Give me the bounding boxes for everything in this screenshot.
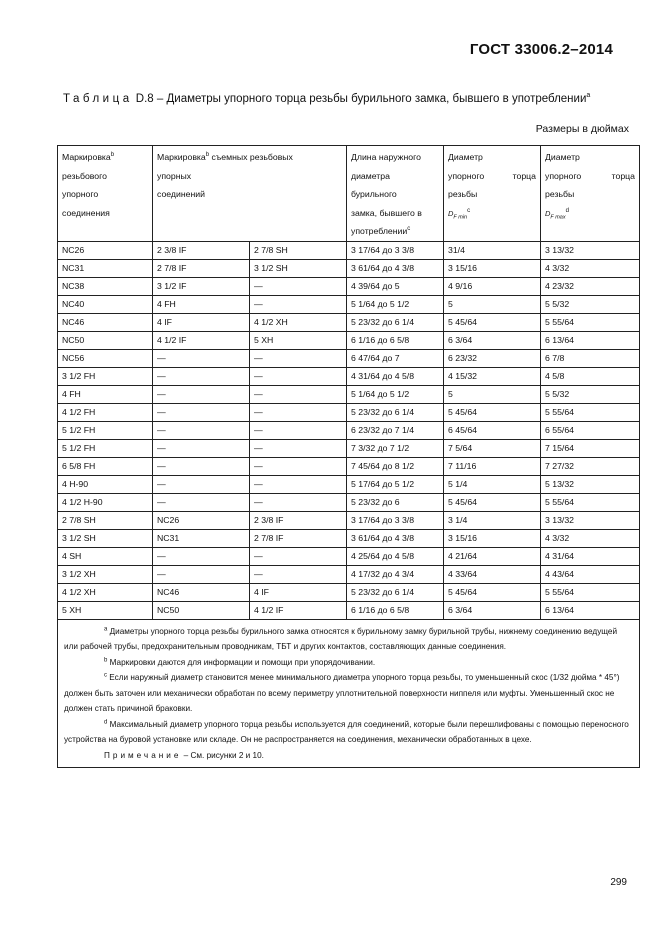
cell-df-max: 6 13/64	[541, 601, 640, 619]
cell-sub-2: —	[250, 367, 347, 385]
footnotes	[58, 619, 640, 768]
table-row	[58, 529, 640, 547]
cell-connection: 4 1/2 XH	[58, 583, 153, 601]
cell-sub-1: —	[153, 457, 250, 475]
cell-connection: 5 XH	[58, 601, 153, 619]
cell-sub-1: 4 1/2 IF	[153, 331, 250, 349]
cell-sub-1: —	[153, 475, 250, 493]
table-row	[58, 241, 640, 259]
header-connection-marking: Маркировка$^b$ резьбового упорного соединения	[58, 146, 153, 242]
footnote-b: $^b$ Маркировки даются для информации и помощи при упорядочивании.	[104, 657, 376, 667]
cell-df-max: 3 13/32	[541, 511, 640, 529]
notes-row	[58, 619, 640, 768]
header-subs-marking: Маркировка$^b$ съемных резьбовых упорных соединений	[153, 146, 347, 242]
cell-df-max: 6 55/64	[541, 421, 640, 439]
cell-sub-2: —	[250, 547, 347, 565]
cell-od-length: 3 61/64 до 4 3/8	[347, 259, 444, 277]
table-row	[58, 403, 640, 421]
cell-sub-2: —	[250, 295, 347, 313]
cell-connection: NC31	[58, 259, 153, 277]
cell-od-length: 3 61/64 до 4 3/8	[347, 529, 444, 547]
footnote-c: $^c$ Если наружный диаметр становится менее минимального диаметра упорного торца резьбы, то уменьшенный скос (1/32 дюйма * 45°) должен быть заточен или механически обработан по всему периметру уплотнительной поверхности ниппеля или муфты. Уменьшенный скос не должен стать причиной браковки.	[64, 672, 620, 714]
table-body	[58, 241, 640, 619]
cell-sub-1: NC46	[153, 583, 250, 601]
caption-footnote-mark: a	[586, 92, 591, 100]
cell-od-length: 6 1/16 до 6 5/8	[347, 601, 444, 619]
cell-df-min: 6 23/32	[444, 349, 541, 367]
header-df-max: Диаметр упорного торца резьбы $D_{F max}^d$	[541, 146, 640, 242]
table-row	[58, 475, 640, 493]
cell-df-min: 4 9/16	[444, 277, 541, 295]
footnote-d: $^d$ Максимальный диаметр упорного торца резьбы используется для соединений, которые были перешлифованы с помощью переносного устройства на буровой установке или складе. Он не распространяется на соединения, механически обработанных в цехе.	[64, 719, 629, 745]
cell-connection: NC50	[58, 331, 153, 349]
standard-number: ГОСТ 33006.2–2014	[469, 41, 613, 58]
table-note: Примечание – См. рисунки 2 и 10.	[104, 750, 264, 760]
cell-df-min: 6 45/64	[444, 421, 541, 439]
cell-od-length: 5 1/64 до 5 1/2	[347, 295, 444, 313]
cell-df-min: 3 15/16	[444, 259, 541, 277]
cell-sub-1: —	[153, 493, 250, 511]
cell-sub-1: 2 7/8 IF	[153, 259, 250, 277]
table-row	[58, 511, 640, 529]
table-row	[58, 493, 640, 511]
cell-df-max: 4 3/32	[541, 529, 640, 547]
cell-sub-2: 3 1/2 SH	[250, 259, 347, 277]
table-row	[58, 313, 640, 331]
cell-df-max: 5 55/64	[541, 493, 640, 511]
cell-od-length: 5 17/64 до 5 1/2	[347, 475, 444, 493]
cell-df-max: 4 31/64	[541, 547, 640, 565]
cell-df-min: 4 21/64	[444, 547, 541, 565]
cell-df-min: 5 45/64	[444, 493, 541, 511]
cell-sub-2: 4 1/2 IF	[250, 601, 347, 619]
cell-sub-2: 2 7/8 SH	[250, 241, 347, 259]
cell-connection: 2 7/8 SH	[58, 511, 153, 529]
cell-df-max: 3 13/32	[541, 241, 640, 259]
cell-od-length: 5 23/32 до 6	[347, 493, 444, 511]
cell-connection: 3 1/2 FH	[58, 367, 153, 385]
table-row	[58, 349, 640, 367]
cell-sub-1: —	[153, 565, 250, 583]
cell-df-max: 6 7/8	[541, 349, 640, 367]
cell-df-max: 4 5/8	[541, 367, 640, 385]
cell-df-max: 7 15/64	[541, 439, 640, 457]
cell-od-length: 5 1/64 до 5 1/2	[347, 385, 444, 403]
cell-sub-1: 3 1/2 IF	[153, 277, 250, 295]
cell-od-length: 5 23/32 до 6 1/4	[347, 313, 444, 331]
cell-od-length: 7 45/64 до 8 1/2	[347, 457, 444, 475]
cell-od-length: 6 47/64 до 7	[347, 349, 444, 367]
cell-sub-1: —	[153, 349, 250, 367]
cell-connection: NC46	[58, 313, 153, 331]
header-od-length: Длина наружного диаметра бурильного замка, бывшего в употреблении$^c$	[347, 146, 444, 242]
cell-df-min: 5	[444, 295, 541, 313]
cell-sub-2: —	[250, 493, 347, 511]
cell-od-length: 4 25/64 до 4 5/8	[347, 547, 444, 565]
cell-sub-1: —	[153, 421, 250, 439]
cell-sub-1: 4 FH	[153, 295, 250, 313]
table-row	[58, 421, 640, 439]
table-row	[58, 439, 640, 457]
cell-sub-2: —	[250, 277, 347, 295]
cell-sub-1: —	[153, 403, 250, 421]
units-label: Размеры в дюймах	[535, 123, 629, 135]
cell-od-length: 5 23/32 до 6 1/4	[347, 403, 444, 421]
cell-df-min: 5 45/64	[444, 403, 541, 421]
cell-od-length: 4 31/64 до 4 5/8	[347, 367, 444, 385]
cell-connection: 4 FH	[58, 385, 153, 403]
cell-df-max: 4 23/32	[541, 277, 640, 295]
cell-sub-1: NC31	[153, 529, 250, 547]
caption-text: D.8 – Диаметры упорного торца резьбы бурильного замка, бывшего в употреблении	[135, 93, 587, 105]
cell-connection: NC40	[58, 295, 153, 313]
cell-od-length: 3 17/64 до 3 3/8	[347, 241, 444, 259]
cell-od-length: 5 23/32 до 6 1/4	[347, 583, 444, 601]
cell-sub-2: 4 IF	[250, 583, 347, 601]
cell-df-min: 3 1/4	[444, 511, 541, 529]
table-caption	[63, 93, 590, 105]
cell-sub-1: 4 IF	[153, 313, 250, 331]
cell-df-min: 7 5/64	[444, 439, 541, 457]
table-row	[58, 583, 640, 601]
cell-df-max: 5 55/64	[541, 403, 640, 421]
cell-sub-1: NC50	[153, 601, 250, 619]
cell-connection: 3 1/2 XH	[58, 565, 153, 583]
cell-df-min: 7 11/16	[444, 457, 541, 475]
table-row	[58, 331, 640, 349]
cell-df-min: 6 3/64	[444, 331, 541, 349]
cell-sub-2: 2 3/8 IF	[250, 511, 347, 529]
cell-sub-2: 2 7/8 IF	[250, 529, 347, 547]
cell-od-length: 3 17/64 до 3 3/8	[347, 511, 444, 529]
page-number: 299	[610, 877, 627, 888]
cell-sub-1: 2 3/8 IF	[153, 241, 250, 259]
cell-od-length: 6 23/32 до 7 1/4	[347, 421, 444, 439]
cell-connection: 6 5/8 FH	[58, 457, 153, 475]
table-row	[58, 259, 640, 277]
cell-sub-1: —	[153, 367, 250, 385]
table-row	[58, 277, 640, 295]
cell-df-max: 6 13/64	[541, 331, 640, 349]
cell-sub-2: —	[250, 349, 347, 367]
cell-df-max: 4 43/64	[541, 565, 640, 583]
cell-df-max: 5 13/32	[541, 475, 640, 493]
cell-sub-2: —	[250, 385, 347, 403]
cell-df-max: 5 5/32	[541, 295, 640, 313]
table-row	[58, 565, 640, 583]
cell-df-max: 5 55/64	[541, 313, 640, 331]
cell-connection: NC26	[58, 241, 153, 259]
cell-df-min: 5 45/64	[444, 313, 541, 331]
table-row	[58, 601, 640, 619]
cell-connection: 4 SH	[58, 547, 153, 565]
cell-sub-2: —	[250, 403, 347, 421]
cell-df-max: 4 3/32	[541, 259, 640, 277]
cell-sub-2: —	[250, 421, 347, 439]
cell-sub-2: —	[250, 457, 347, 475]
cell-od-length: 4 39/64 до 5	[347, 277, 444, 295]
cell-sub-2: 5 XH	[250, 331, 347, 349]
cell-df-min: 5 45/64	[444, 583, 541, 601]
cell-df-max: 7 27/32	[541, 457, 640, 475]
cell-sub-1: NC26	[153, 511, 250, 529]
footnote-a: $^a$ Диаметры упорного торца резьбы бурильного замка относятся к бурильному замку бурильной трубы, нижнему соединению ведущей или рабочей трубы, предохранительным проводникам, ТБТ и других контактов, составляющих данные соединения.	[64, 626, 618, 652]
cell-df-min: 31/4	[444, 241, 541, 259]
cell-df-min: 5	[444, 385, 541, 403]
cell-connection: 4 H-90	[58, 475, 153, 493]
cell-connection: NC56	[58, 349, 153, 367]
table-row	[58, 367, 640, 385]
cell-connection: 4 1/2 H-90	[58, 493, 153, 511]
header-row	[58, 146, 640, 242]
cell-od-length: 4 17/32 до 4 3/4	[347, 565, 444, 583]
cell-connection: 3 1/2 SH	[58, 529, 153, 547]
cell-df-min: 4 15/32	[444, 367, 541, 385]
cell-connection: 5 1/2 FH	[58, 421, 153, 439]
cell-df-min: 6 3/64	[444, 601, 541, 619]
data-table	[57, 145, 640, 768]
table-row	[58, 295, 640, 313]
cell-sub-2: 4 1/2 XH	[250, 313, 347, 331]
cell-connection: 4 1/2 FH	[58, 403, 153, 421]
cell-df-max: 5 5/32	[541, 385, 640, 403]
cell-od-length: 6 1/16 до 6 5/8	[347, 331, 444, 349]
cell-df-min: 4 33/64	[444, 565, 541, 583]
cell-sub-2: —	[250, 565, 347, 583]
cell-df-max: 5 55/64	[541, 583, 640, 601]
cell-connection: NC38	[58, 277, 153, 295]
cell-df-min: 5 1/4	[444, 475, 541, 493]
cell-od-length: 7 3/32 до 7 1/2	[347, 439, 444, 457]
cell-sub-2: —	[250, 475, 347, 493]
cell-sub-1: —	[153, 547, 250, 565]
cell-connection: 5 1/2 FH	[58, 439, 153, 457]
cell-sub-2: —	[250, 439, 347, 457]
table-row	[58, 547, 640, 565]
header-df-min: Диаметр упорного торца резьбы $D_{F min}^c$	[444, 146, 541, 242]
table-row	[58, 457, 640, 475]
caption-prefix: Таблица	[63, 93, 133, 105]
cell-sub-1: —	[153, 439, 250, 457]
cell-sub-1: —	[153, 385, 250, 403]
table-row	[58, 385, 640, 403]
cell-df-min: 3 15/16	[444, 529, 541, 547]
